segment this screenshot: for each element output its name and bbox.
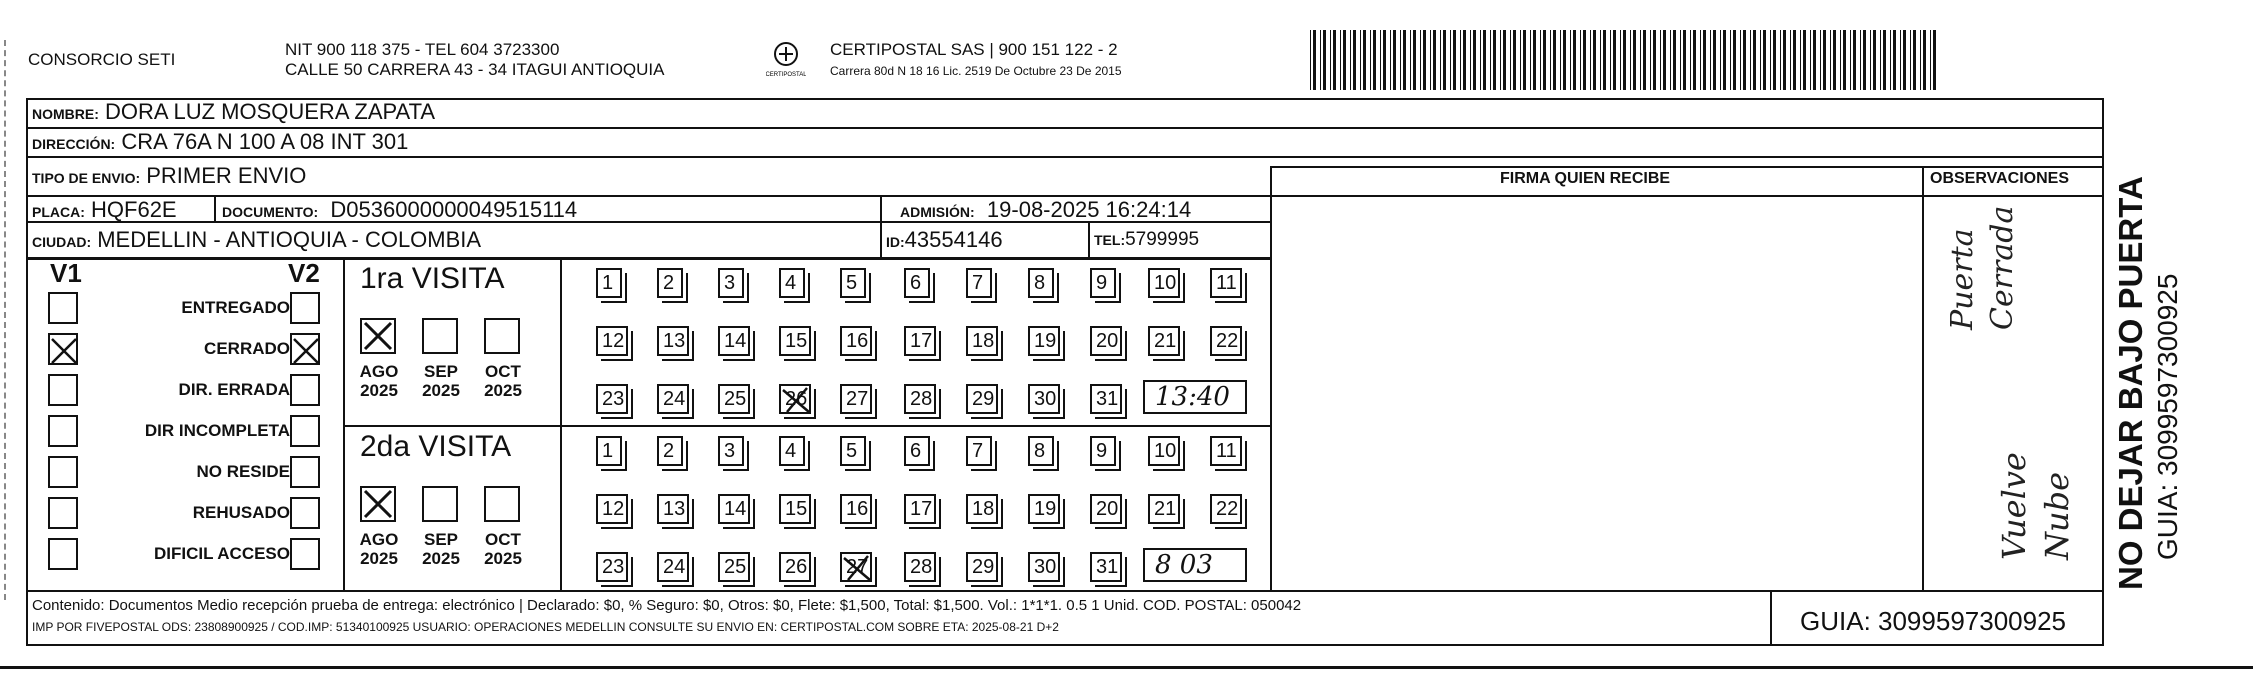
barcode-bar <box>1780 30 1781 90</box>
barcode-bar <box>1773 30 1776 90</box>
barcode-bar <box>1570 30 1571 90</box>
barcode-bar <box>1320 30 1321 90</box>
v1-checkbox[interactable] <box>48 333 78 365</box>
day-box[interactable]: 23 <box>596 384 628 414</box>
barcode-bar <box>1490 30 1491 90</box>
v1-checkbox[interactable] <box>48 538 78 570</box>
barcode-bar <box>1620 30 1621 90</box>
day-box[interactable]: 30 <box>1028 552 1060 582</box>
day-box[interactable]: 12 <box>596 326 628 356</box>
barcode-bar <box>1933 30 1936 90</box>
month-checkbox[interactable] <box>422 486 458 522</box>
day-box[interactable]: 4 <box>779 436 805 466</box>
tipo-label: TIPO DE ENVIO: <box>32 170 141 186</box>
day-box[interactable]: 9 <box>1090 268 1116 298</box>
day-box[interactable]: 18 <box>966 494 998 524</box>
admision-label: ADMISIÓN: <box>900 204 975 220</box>
direccion-value: CRA 76A N 100 A 08 INT 301 <box>121 129 409 154</box>
barcode-bar <box>1430 30 1431 90</box>
footer-contenido: Contenido: Documentos Medio recepción prueba de entrega: electrónico | Declarado: $0, % Seguro: $0, Otros: $0, Flete: $1,500, Total: $1,500. Vol.: 1*1*1. 0.5 1 Unid. COD. POSTAL: 050042 <box>32 597 1302 614</box>
day-box[interactable]: 24 <box>657 552 689 582</box>
day-box[interactable]: 19 <box>1028 494 1060 524</box>
barcode-bar <box>1423 30 1426 90</box>
day-box[interactable]: 17 <box>904 494 936 524</box>
barcode-bar <box>1710 30 1711 90</box>
barcode-bar <box>1583 30 1586 90</box>
side-guia: GUIA: 3099597300925 <box>2152 273 2183 560</box>
status-option-label: CERRADO <box>204 339 290 358</box>
v2-checkbox[interactable] <box>290 456 320 488</box>
placa-label: PLACA: <box>32 204 85 220</box>
v2-checkbox[interactable] <box>290 497 320 529</box>
barcode-bar <box>1913 30 1916 90</box>
checkmark-icon <box>362 320 394 352</box>
barcode-bar <box>1723 30 1726 90</box>
v1-checkbox[interactable] <box>48 497 78 529</box>
barcode-bar <box>1523 30 1526 90</box>
day-box[interactable]: 14 <box>718 326 750 356</box>
day-box[interactable]: 8 <box>1028 436 1054 466</box>
handwriting-obs-1: Puerta <box>1945 228 1980 330</box>
v1-checkbox[interactable] <box>48 374 78 406</box>
day-box[interactable]: 17 <box>904 326 936 356</box>
ciudad-value: MEDELLIN - ANTIOQUIA - COLOMBIA <box>97 227 482 252</box>
barcode-bar <box>1473 30 1476 90</box>
ciudad-row <box>32 226 481 256</box>
barcode-bar <box>1593 30 1596 90</box>
nombre-value: DORA LUZ MOSQUERA ZAPATA <box>105 99 436 124</box>
barcode-bar <box>1640 30 1641 90</box>
barcode-bar <box>1313 30 1316 90</box>
barcode-bar <box>1863 30 1866 90</box>
day-box[interactable]: 23 <box>596 552 628 582</box>
footer-guia: GUIA: 3099597300925 <box>1800 606 2066 636</box>
placa-row <box>32 196 177 226</box>
documento-value: D0536000000049515114 <box>330 197 578 222</box>
barcode-bar <box>1783 30 1786 90</box>
barcode-bar <box>1663 30 1666 90</box>
v2-checkbox[interactable] <box>290 538 320 570</box>
barcode-bar <box>1500 30 1501 90</box>
barcode-bar <box>1340 30 1341 90</box>
day-box[interactable]: 10 <box>1148 436 1180 466</box>
barcode-bar <box>1370 30 1371 90</box>
time-box[interactable]: 8 03 <box>1143 548 1247 582</box>
barcode-bar <box>1703 30 1706 90</box>
barcode-bar <box>1880 30 1881 90</box>
checkmark-icon <box>50 335 78 365</box>
barcode-bar <box>1513 30 1516 90</box>
barcode-bar <box>1653 30 1656 90</box>
handwriting-obs-3: Vuelve <box>1995 452 2033 560</box>
day-box[interactable]: 3 <box>718 268 744 298</box>
address-line: CALLE 50 CARRERA 43 - 34 ITAGUI ANTIOQUIA <box>285 60 665 79</box>
day-box[interactable]: 14 <box>718 494 750 524</box>
day-box[interactable]: 11 <box>1210 436 1242 466</box>
month-year-label: OCT 2025 <box>484 530 522 568</box>
barcode-bar <box>1383 30 1386 90</box>
barcode-bar <box>1770 30 1771 90</box>
barcode-bar <box>1850 30 1851 90</box>
cross-mark-icon <box>781 386 811 414</box>
day-box[interactable]: 18 <box>966 326 998 356</box>
checkmark-icon <box>362 488 394 520</box>
form-frame <box>26 98 2104 646</box>
barcode-bar <box>1433 30 1436 90</box>
day-box[interactable]: 29 <box>966 552 998 582</box>
barcode-bar <box>1690 30 1691 90</box>
barcode-bar <box>1633 30 1636 90</box>
status-option-label: ENTREGADO <box>181 298 290 317</box>
month-checkbox[interactable] <box>360 486 396 522</box>
visit-title: 2da VISITA <box>360 430 512 463</box>
barcode-bar <box>1930 30 1931 90</box>
documento-row <box>222 196 577 226</box>
barcode-bar <box>1820 30 1821 90</box>
observaciones-label: OBSERVACIONES <box>1930 170 2069 187</box>
barcode-bar <box>1660 30 1661 90</box>
firma-label: FIRMA QUIEN RECIBE <box>1500 170 1671 187</box>
day-box[interactable]: 24 <box>657 384 689 414</box>
barcode-bar <box>1360 30 1361 90</box>
status-option-label: NO RESIDE <box>196 462 290 481</box>
barcode-bar <box>1530 30 1531 90</box>
day-box[interactable]: 13 <box>657 494 689 524</box>
barcode-bar <box>1590 30 1591 90</box>
day-box[interactable]: 30 <box>1028 384 1060 414</box>
status-option-label: DIFICIL ACCESO <box>153 544 290 563</box>
barcode-bar <box>1843 30 1846 90</box>
v2-checkbox[interactable] <box>290 333 320 365</box>
day-box[interactable]: 7 <box>966 436 992 466</box>
status-option-label: DIR. ERRADA <box>178 380 290 399</box>
documento-label: DOCUMENTO: <box>222 204 319 220</box>
month-year-label: SEP 2025 <box>422 362 460 400</box>
footer-imp: IMP POR FIVEPOSTAL ODS: 23808900925 / COD.IMP: 51340100925 USUARIO: OPERACIONES MEDELLIN CONSULTE SU ENVIO EN: CERTIPOSTAL.COM SOBRE ETA: 2025-08-21 D+2 <box>32 620 1059 634</box>
handwriting-obs-2: Cerrada <box>1985 205 2020 330</box>
barcode-bar <box>1323 30 1326 90</box>
barcode-bar <box>1760 30 1761 90</box>
day-box[interactable]: 1 <box>596 268 622 298</box>
barcode-bar <box>1740 30 1741 90</box>
day-box[interactable]: 15 <box>779 326 811 356</box>
barcode-bar <box>1410 30 1411 90</box>
barcode-bar <box>1763 30 1766 90</box>
day-box[interactable]: 12 <box>596 494 628 524</box>
barcode-bar <box>1813 30 1816 90</box>
tel-row <box>1094 226 1199 254</box>
barcode-bar <box>1650 30 1651 90</box>
barcode-bar <box>1853 30 1856 90</box>
status-option-label: REHUSADO <box>192 503 290 522</box>
barcode-bar <box>1803 30 1806 90</box>
day-box[interactable]: 3 <box>718 436 744 466</box>
day-box[interactable]: 28 <box>904 552 936 582</box>
day-box[interactable]: 29 <box>966 384 998 414</box>
day-box[interactable]: 25 <box>718 552 750 582</box>
tipo-row <box>32 162 306 192</box>
month-year-label: AGO 2025 <box>359 530 399 568</box>
month-checkbox[interactable] <box>484 318 520 354</box>
barcode-bar <box>1560 30 1561 90</box>
day-box[interactable]: 31 <box>1090 552 1122 582</box>
barcode-bar <box>1693 30 1696 90</box>
day-box[interactable]: 28 <box>904 384 936 414</box>
barcode-bar <box>1873 30 1876 90</box>
day-box[interactable]: 20 <box>1090 494 1122 524</box>
nombre-label: NOMBRE: <box>32 106 99 122</box>
barcode-bar <box>1860 30 1861 90</box>
day-box[interactable]: 22 <box>1210 326 1242 356</box>
day-box[interactable]: 21 <box>1148 326 1180 356</box>
cross-mark-icon <box>842 554 872 582</box>
v2-checkbox[interactable] <box>290 374 320 406</box>
barcode-bar <box>1440 30 1441 90</box>
barcode-bar <box>1460 30 1461 90</box>
nombre-row <box>32 98 435 128</box>
barcode-bar <box>1580 30 1581 90</box>
placa-value: HQF62E <box>91 197 177 222</box>
barcode-bar <box>1310 30 1311 90</box>
barcode-bar <box>1540 30 1541 90</box>
time-box[interactable]: 13:40 <box>1143 380 1247 414</box>
barcode-bar <box>1623 30 1626 90</box>
tel-value: 5799995 <box>1125 229 1200 250</box>
barcode-bar <box>1643 30 1646 90</box>
handwriting-obs-4: Nube <box>2038 471 2076 560</box>
checkmark-icon <box>292 335 320 365</box>
v1-label: V1 <box>50 258 82 288</box>
day-box[interactable]: 22 <box>1210 494 1242 524</box>
barcode-bar <box>1730 30 1731 90</box>
barcode-bar <box>1893 30 1896 90</box>
barcode-bar <box>1450 30 1451 90</box>
day-box[interactable]: 6 <box>904 436 930 466</box>
barcode-bar <box>1510 30 1511 90</box>
day-box[interactable]: 2 <box>657 436 683 466</box>
barcode-bar <box>1550 30 1551 90</box>
barcode-bar <box>1823 30 1826 90</box>
barcode-bar <box>1470 30 1471 90</box>
admision-row <box>900 196 1191 226</box>
barcode-bar <box>1910 30 1911 90</box>
barcode-bar <box>1373 30 1376 90</box>
barcode-bar <box>1603 30 1606 90</box>
day-box[interactable]: 26 <box>779 384 811 414</box>
tel-label: TEL: <box>1094 232 1126 248</box>
certipostal-license: Carrera 80d N 18 16 Lic. 2519 De Octubre 23 De 2015 <box>830 64 1122 78</box>
certipostal-line: CERTIPOSTAL SAS | 900 151 122 - 2 <box>830 40 1118 59</box>
day-box[interactable]: 19 <box>1028 326 1060 356</box>
barcode-bar <box>1463 30 1466 90</box>
nit-line: NIT 900 118 375 - TEL 604 3723300 <box>285 40 560 59</box>
day-box[interactable]: 13 <box>657 326 689 356</box>
barcode-bar <box>1453 30 1456 90</box>
admision-value: 19-08-2025 16:24:14 <box>986 197 1192 222</box>
barcode-bar <box>1800 30 1801 90</box>
id-label: ID: <box>886 234 905 250</box>
barcode-bar <box>1830 30 1831 90</box>
month-year-label: AGO 2025 <box>359 362 399 400</box>
barcode-bar <box>1573 30 1576 90</box>
barcode-bar <box>1720 30 1721 90</box>
barcode-bar <box>1400 30 1401 90</box>
month-checkbox[interactable] <box>484 486 520 522</box>
day-box[interactable]: 27 <box>840 552 872 582</box>
barcode-bar <box>1713 30 1716 90</box>
v2-label: V2 <box>288 258 320 288</box>
v2-checkbox[interactable] <box>290 292 320 324</box>
barcode-bar <box>1393 30 1396 90</box>
month-year-label: SEP 2025 <box>422 530 460 568</box>
id-row <box>886 226 1003 256</box>
barcode-bar <box>1883 30 1886 90</box>
barcode-bar <box>1673 30 1676 90</box>
barcode-bar <box>1630 30 1631 90</box>
barcode-bar <box>1700 30 1701 90</box>
barcode-bar <box>1353 30 1356 90</box>
company-name: CONSORCIO SETI <box>28 50 176 69</box>
day-box[interactable]: 25 <box>718 384 750 414</box>
day-box[interactable]: 15 <box>779 494 811 524</box>
month-checkbox[interactable] <box>360 318 396 354</box>
v1-checkbox[interactable] <box>48 456 78 488</box>
direccion-row <box>32 128 408 158</box>
barcode-bar <box>1743 30 1746 90</box>
barcode-bar <box>1443 30 1446 90</box>
day-box[interactable]: 11 <box>1210 268 1242 298</box>
barcode-bar <box>1413 30 1416 90</box>
day-box[interactable]: 8 <box>1028 268 1054 298</box>
barcode-bar <box>1613 30 1616 90</box>
barcode-bar <box>1533 30 1536 90</box>
barcode-bar <box>1493 30 1496 90</box>
barcode-bar <box>1870 30 1871 90</box>
day-box[interactable]: 9 <box>1090 436 1116 466</box>
barcode-bar <box>1330 30 1331 90</box>
day-box[interactable]: 26 <box>779 552 811 582</box>
visit-title: 1ra VISITA <box>360 262 505 295</box>
v2-checkbox[interactable] <box>290 415 320 447</box>
certipostal-logo <box>766 38 806 88</box>
day-box[interactable]: 1 <box>596 436 622 466</box>
barcode-bar <box>1563 30 1566 90</box>
barcode-bar <box>1680 30 1681 90</box>
barcode-bar <box>1753 30 1756 90</box>
barcode-bar <box>1350 30 1351 90</box>
side-warning: NO DEJAR BAJO PUERTA <box>2112 176 2149 590</box>
day-box[interactable]: 2 <box>657 268 683 298</box>
barcode-bar <box>1543 30 1546 90</box>
barcode-bar <box>1503 30 1506 90</box>
day-box[interactable]: 7 <box>966 268 992 298</box>
v1-checkbox[interactable] <box>48 292 78 324</box>
barcode-bar <box>1833 30 1836 90</box>
day-box[interactable]: 10 <box>1148 268 1180 298</box>
barcode-bar <box>1483 30 1486 90</box>
v1-checkbox[interactable] <box>48 415 78 447</box>
barcode-bar <box>1733 30 1736 90</box>
barcode-bar <box>1363 30 1366 90</box>
barcode-bar <box>1553 30 1556 90</box>
tipo-value: PRIMER ENVIO <box>146 163 307 188</box>
day-box[interactable]: 5 <box>840 436 866 466</box>
barcode-bar <box>1750 30 1751 90</box>
barcode-bar <box>1840 30 1841 90</box>
barcode-bar <box>1480 30 1481 90</box>
svg-text:CERTIPOSTAL: CERTIPOSTAL <box>766 72 806 78</box>
barcode-bar <box>1923 30 1926 90</box>
barcode-bar <box>1333 30 1336 90</box>
barcode-bar <box>1793 30 1796 90</box>
barcode-bar <box>1670 30 1671 90</box>
barcode <box>1310 30 1940 92</box>
day-box[interactable]: 6 <box>904 268 930 298</box>
month-year-label: OCT 2025 <box>484 362 522 400</box>
day-box[interactable]: 16 <box>840 326 872 356</box>
barcode-bar <box>1600 30 1601 90</box>
day-box[interactable]: 5 <box>840 268 866 298</box>
barcode-bar <box>1810 30 1811 90</box>
barcode-bar <box>1790 30 1791 90</box>
cut-line <box>4 40 6 600</box>
ciudad-label: CIUDAD: <box>32 234 92 250</box>
barcode-bar <box>1380 30 1381 90</box>
day-box[interactable]: 21 <box>1148 494 1180 524</box>
day-box[interactable]: 20 <box>1090 326 1122 356</box>
barcode-bar <box>1403 30 1406 90</box>
barcode-bar <box>1610 30 1611 90</box>
barcode-bar <box>1390 30 1391 90</box>
barcode-bar <box>1920 30 1921 90</box>
status-option-label: DIR INCOMPLETA <box>144 421 290 440</box>
barcode-bar <box>1683 30 1686 90</box>
day-box[interactable]: 16 <box>840 494 872 524</box>
day-box[interactable]: 4 <box>779 268 805 298</box>
barcode-bar <box>1900 30 1901 90</box>
month-checkbox[interactable] <box>422 318 458 354</box>
day-box[interactable]: 27 <box>840 384 872 414</box>
barcode-bar <box>1903 30 1906 90</box>
barcode-bar <box>1520 30 1521 90</box>
id-value: 43554146 <box>904 227 1003 252</box>
day-box[interactable]: 31 <box>1090 384 1122 414</box>
barcode-bar <box>1420 30 1421 90</box>
barcode-bar <box>1890 30 1891 90</box>
barcode-bar <box>1343 30 1346 90</box>
direccion-label: DIRECCIÓN: <box>32 136 116 152</box>
